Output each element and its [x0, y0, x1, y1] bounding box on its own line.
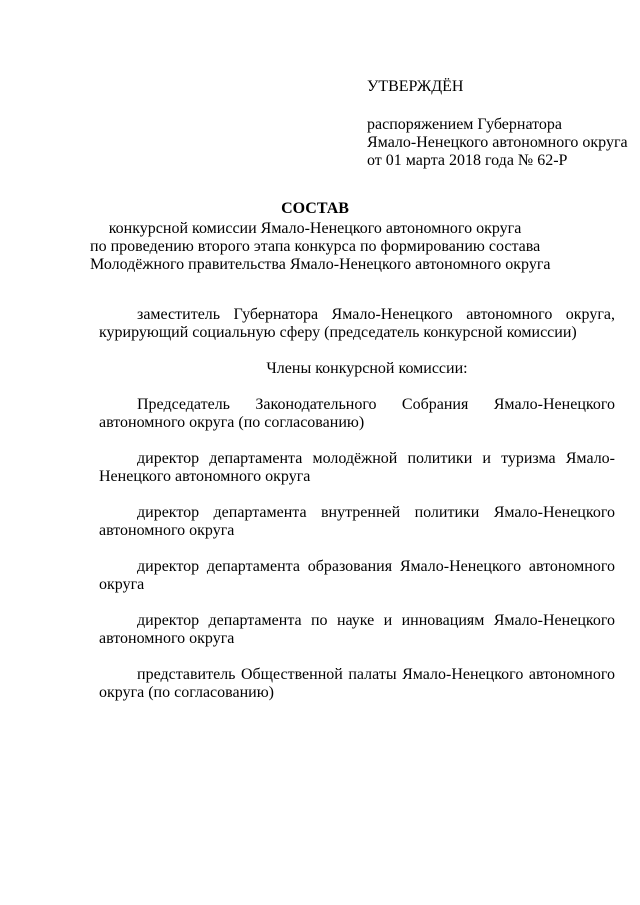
approval-block: [367, 78, 627, 170]
title-heading: СОСТАВ: [281, 200, 349, 217]
approval-line-region: Ямало-Ненецкого автономного округа: [367, 134, 628, 151]
members-label: Члены конкурсной комиссии:: [266, 360, 468, 377]
title-subtitle-line-3: Молодёжного правительства Ямало-Ненецкого автономного округа: [90, 256, 551, 273]
member-entry-3: директор департамента внутренней политики Ямало-Ненецкого автономного округа: [99, 504, 615, 539]
title-subtitle-line-1: конкурсной комиссии Ямало-Ненецкого автономного округа: [108, 220, 522, 237]
approval-stamp: УТВЕРЖДЁН: [367, 78, 464, 95]
chair-entry: заместитель Губернатора Ямало-Ненецкого автономного округа, курирующий социальную сферу (председатель конкурсной комиссии): [99, 306, 615, 341]
approval-line-date: от 01 марта 2018 года № 62-Р: [367, 152, 568, 169]
approval-line-order: распоряжением Губернатора: [367, 116, 563, 133]
member-entry-1: Председатель Законодательного Собрания Ямало-Ненецкого автономного округа (по согласованию): [99, 396, 615, 431]
document-title: [90, 200, 551, 274]
member-entry-4: директор департамента образования Ямало-Ненецкого автономного округа: [99, 558, 615, 593]
member-entry-6: представитель Общественной палаты Ямало-Ненецкого автономного округа (по согласованию): [99, 666, 615, 701]
member-entry-2: директор департамента молодёжной политики и туризма Ямало-Ненецкого автономного округа: [99, 450, 615, 485]
title-subtitle-line-2: по проведению второго этапа конкурса по формированию состава: [90, 238, 541, 255]
document-body: [99, 306, 615, 720]
member-entry-5: директор департамента по науке и инновациям Ямало-Ненецкого автономного округа: [99, 612, 615, 647]
